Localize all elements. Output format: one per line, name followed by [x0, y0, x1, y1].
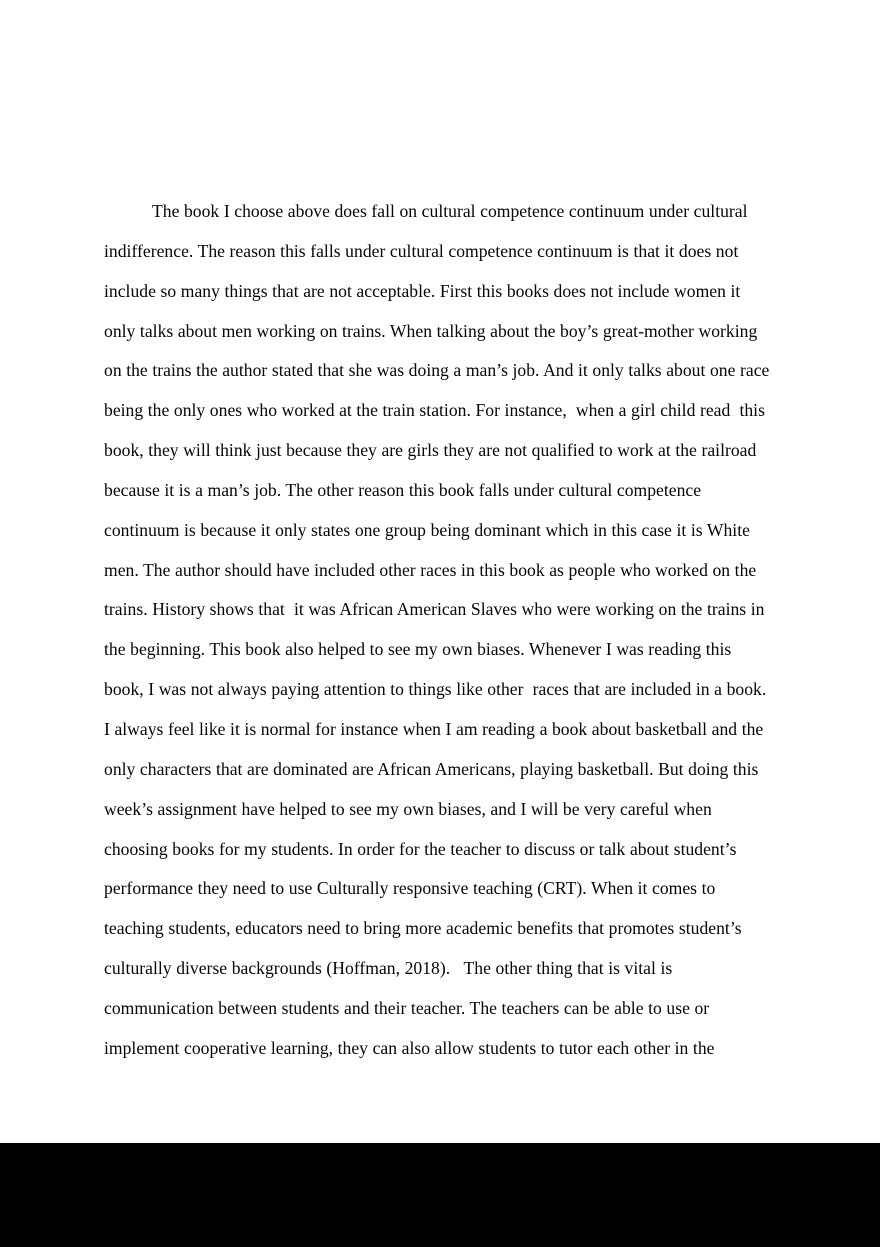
page-bottom-black-bar: [0, 1143, 880, 1247]
document-text-block: [104, 192, 774, 1069]
body-paragraph: The book I choose above does fall on cultural competence continuum under cultural indifference. The reason this falls under cultural competence continuum is that it does not include so many things that are not acceptable. First this books does not include women it only talks about men working on trains. When talking about the boy’s great-mother working on the trains the author stated that she was doing a man’s job. And it only talks about one race being the only ones who worked at the train station. For instance, when a girl child read this book, they will think just because they are girls they are not qualified to work at the railroad because it is a man’s job. The other reason this book falls under cultural competence continuum is because it only states one group being dominant which in this case it is White men. The author should have included other races in this book as people who worked on the trains. History shows that it was African American Slaves who were working on the trains in the beginning. This book also helped to see my own biases. Whenever I was reading this book, I was not always paying attention to things like other races that are included in a book. I always feel like it is normal for instance when I am reading a book about basketball and the only characters that are dominated are African Americans, playing basketball. But doing this week’s assignment have helped to see my own biases, and I will be very careful when choosing books for my students. In order for the teacher to discuss or talk about student’s performance they need to use Culturally responsive teaching (CRT). When it comes to teaching students, educators need to bring more academic benefits that promotes student’s culturally diverse backgrounds (Hoffman, 2018). The other thing that is vital is communication between students and their teacher. The teachers can be able to use or implement cooperative learning, they can also allow students to tutor each other in the: [104, 201, 774, 1058]
